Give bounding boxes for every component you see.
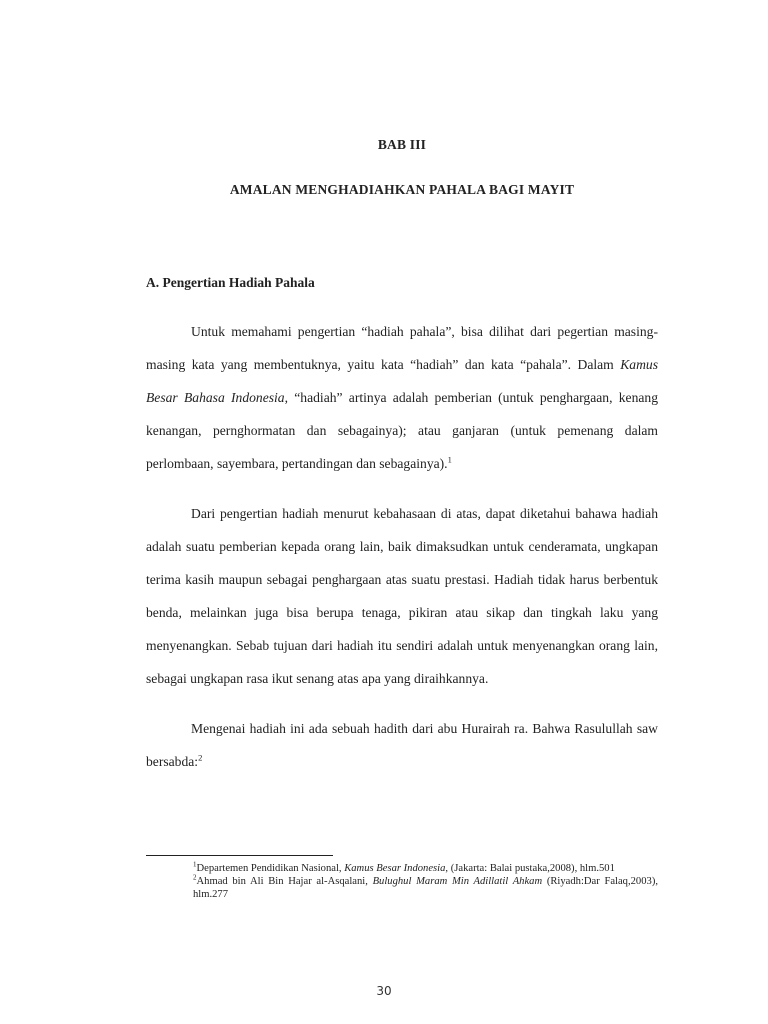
paragraph-3-text: Mengenai hadiah ini ada sebuah hadith dari abu Hurairah ra. Bahwa Rasulullah saw bersabda: [146, 721, 658, 769]
body-text [146, 315, 658, 795]
paragraph-1-italic-title: Kamus Besar Bahasa Indonesia [146, 357, 658, 405]
footnote-2 [193, 875, 658, 901]
chapter-number: BAB III [377, 137, 427, 152]
chapter-title: AMALAN MENGHADIAHKAN PAHALA BAGI MAYIT [229, 182, 575, 197]
footnote-1-marker: 1 [193, 860, 197, 869]
footnote-ref-1[interactable]: 1 [447, 454, 452, 465]
paragraph-1-text-b: , “hadiah” artinya adalah pemberian (untuk penghargaan, kenang kenangan, pernghormatan dan sebagainya); atau ganjaran (untuk pemenang dalam perlombaan, sayembara, pertandingan dan sebagainya). [146, 390, 658, 471]
footnote-1-italic-title: Kamus Besar Indonesia [344, 863, 446, 874]
section-heading: A. Pengertian Hadiah Pahala [146, 275, 315, 290]
paragraph-1-text-a: Untuk memahami pengertian “hadiah pahala”, bisa dilihat dari pegertian masing-masing kata yang membentuknya, yaitu kata “hadiah” dan kata “pahala”. Dalam [146, 324, 658, 372]
footnote-1-text-b: , (Jakarta: Balai pustaka,2008), hlm.501 [445, 863, 615, 874]
footnote-2-text-b: (Riyadh:Dar Falaq,2003), hlm.277 [193, 876, 658, 900]
paragraph-2: Dari pengertian hadiah menurut kebahasaan di atas, dapat diketahui bahawa hadiah adalah suatu pemberian kepada orang lain, baik dimaksudkan untuk cenderamata, ungkapan terima kasih maupun sebagai penghargaan atas suatu prestasi. Hadiah tidak harus berbentuk benda, melainkan juga bisa berupa tenaga, pikiran atau sikap dan tingkah laku yang menyenangkan. Sebab tujuan dari hadiah itu sendiri adalah untuk menyenangkan orang lain, sebagai ungkapan rasa ikut senang atas apa yang diraihkannya. [146, 506, 658, 686]
paragraph-3 [146, 712, 658, 778]
footnotes [193, 862, 658, 901]
footnote-1-text-a: Departemen Pendidikan Nasional, [196, 863, 345, 874]
footnote-2-italic-title: Bulughul Maram Min Adillatil Ahkam [372, 876, 543, 887]
paragraph-1 [146, 315, 658, 480]
page-number: 30 [376, 984, 392, 998]
footnote-1 [193, 862, 658, 875]
footnote-2-text-a: Ahmad bin Ali Bin Hajar al-Asqalani, [196, 876, 373, 887]
footnote-2-marker: 2 [193, 873, 197, 882]
footnote-separator [146, 855, 333, 856]
footnote-ref-2[interactable]: 2 [198, 752, 203, 763]
